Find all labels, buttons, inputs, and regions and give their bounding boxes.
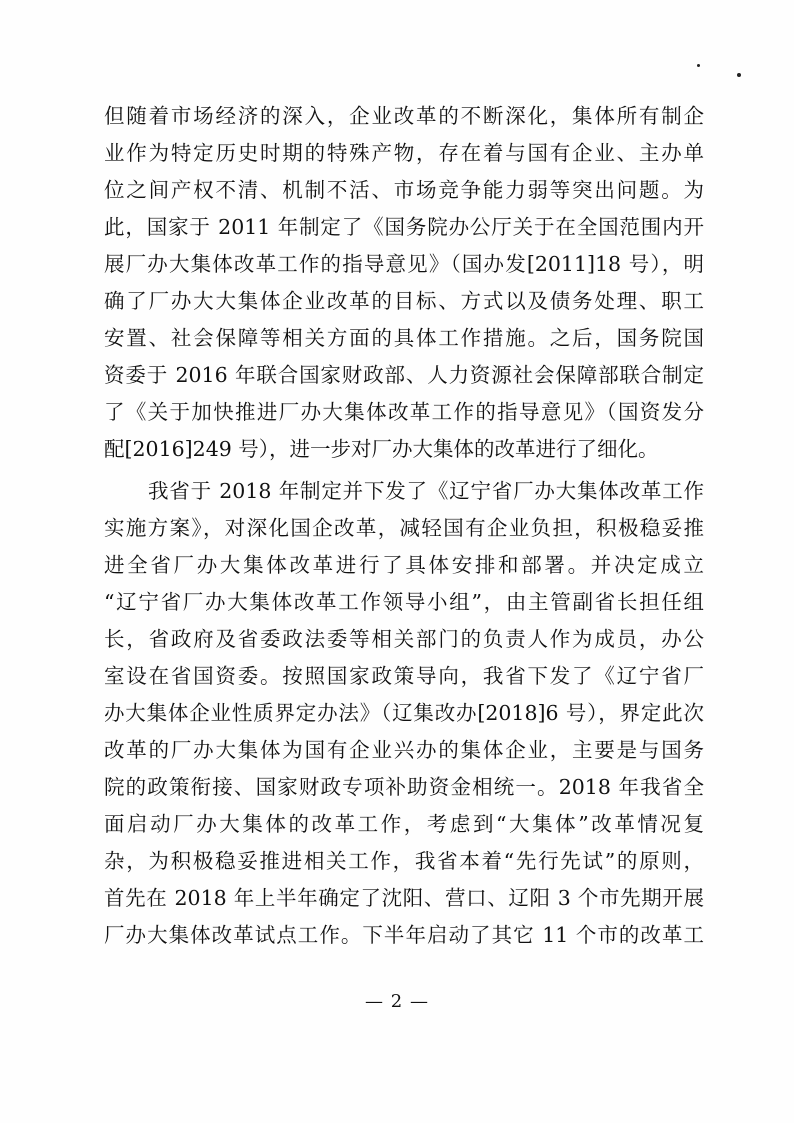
text-line: 我省于 2018 年制定并下发了《辽宁省厂办大集体改革工作	[148, 479, 704, 503]
text-line: 配[2016]249 号），进一步对厂办大集体的改革进行了细化。	[104, 437, 659, 461]
text-line: 首先在 2018 年上半年确定了沈阳、营口、辽阳 3 个市先期开展	[104, 886, 704, 910]
scan-speck	[697, 64, 700, 67]
text-line: 此，国家于 2011 年制定了《国务院办公厅关于在全国范围内开	[104, 215, 704, 239]
scan-speck	[737, 73, 741, 77]
text-line: 面启动厂办大集体的改革工作，考虑到“大集体”改革情况复	[104, 812, 704, 836]
text-line: 厂办大集体改革试点工作。下半年启动了其它 11 个市的改革工	[104, 923, 704, 947]
text-line: 了《关于加快推进厂办大集体改革工作的指导意见》（国资发分	[104, 400, 704, 424]
text-line: 展厂办大集体改革工作的指导意见》（国办发[2011]18 号），明	[104, 252, 704, 276]
text-line: 实施方案》，对深化国企改革，减轻国有企业负担，积极稳妥推	[104, 516, 704, 540]
text-line: 确了厂办大大集体企业改革的目标、方式以及债务处理、职工	[104, 289, 704, 313]
text-line: 业作为特定历史时期的特殊产物，存在着与国有企业、主办单	[104, 141, 704, 165]
text-line: 院的政策衔接、国家财政专项补助资金相统一。2018 年我省全	[104, 775, 704, 799]
page-number: — 2 —	[365, 991, 429, 1012]
text-line: 但随着市场经济的深入，企业改革的不断深化，集体所有制企	[104, 104, 704, 128]
text-line: “辽宁省厂办大集体改革工作领导小组”，由主管副省长担任组	[104, 590, 704, 614]
text-line: 长，省政府及省委政法委等相关部门的负责人作为成员，办公	[104, 627, 704, 651]
text-line: 改革的厂办大集体为国有企业兴办的集体企业，主要是与国务	[104, 738, 704, 762]
text-line: 办大集体企业性质界定办法》（辽集改办[2018]6 号），界定此次	[104, 701, 704, 725]
text-line: 室设在省国资委。按照国家政策导向，我省下发了《辽宁省厂	[104, 664, 704, 688]
text-line: 位之间产权不清、机制不活、市场竞争能力弱等突出问题。为	[104, 178, 704, 202]
text-line: 杂，为积极稳妥推进相关工作，我省本着“先行先试”的原则，	[104, 849, 704, 873]
text-line: 安置、社会保障等相关方面的具体工作措施。之后，国务院国	[104, 326, 704, 350]
text-line: 资委于 2016 年联合国家财政部、人力资源社会保障部联合制定	[104, 363, 704, 387]
text-line: 进全省厂办大集体改革进行了具体安排和部署。并决定成立	[104, 553, 704, 577]
